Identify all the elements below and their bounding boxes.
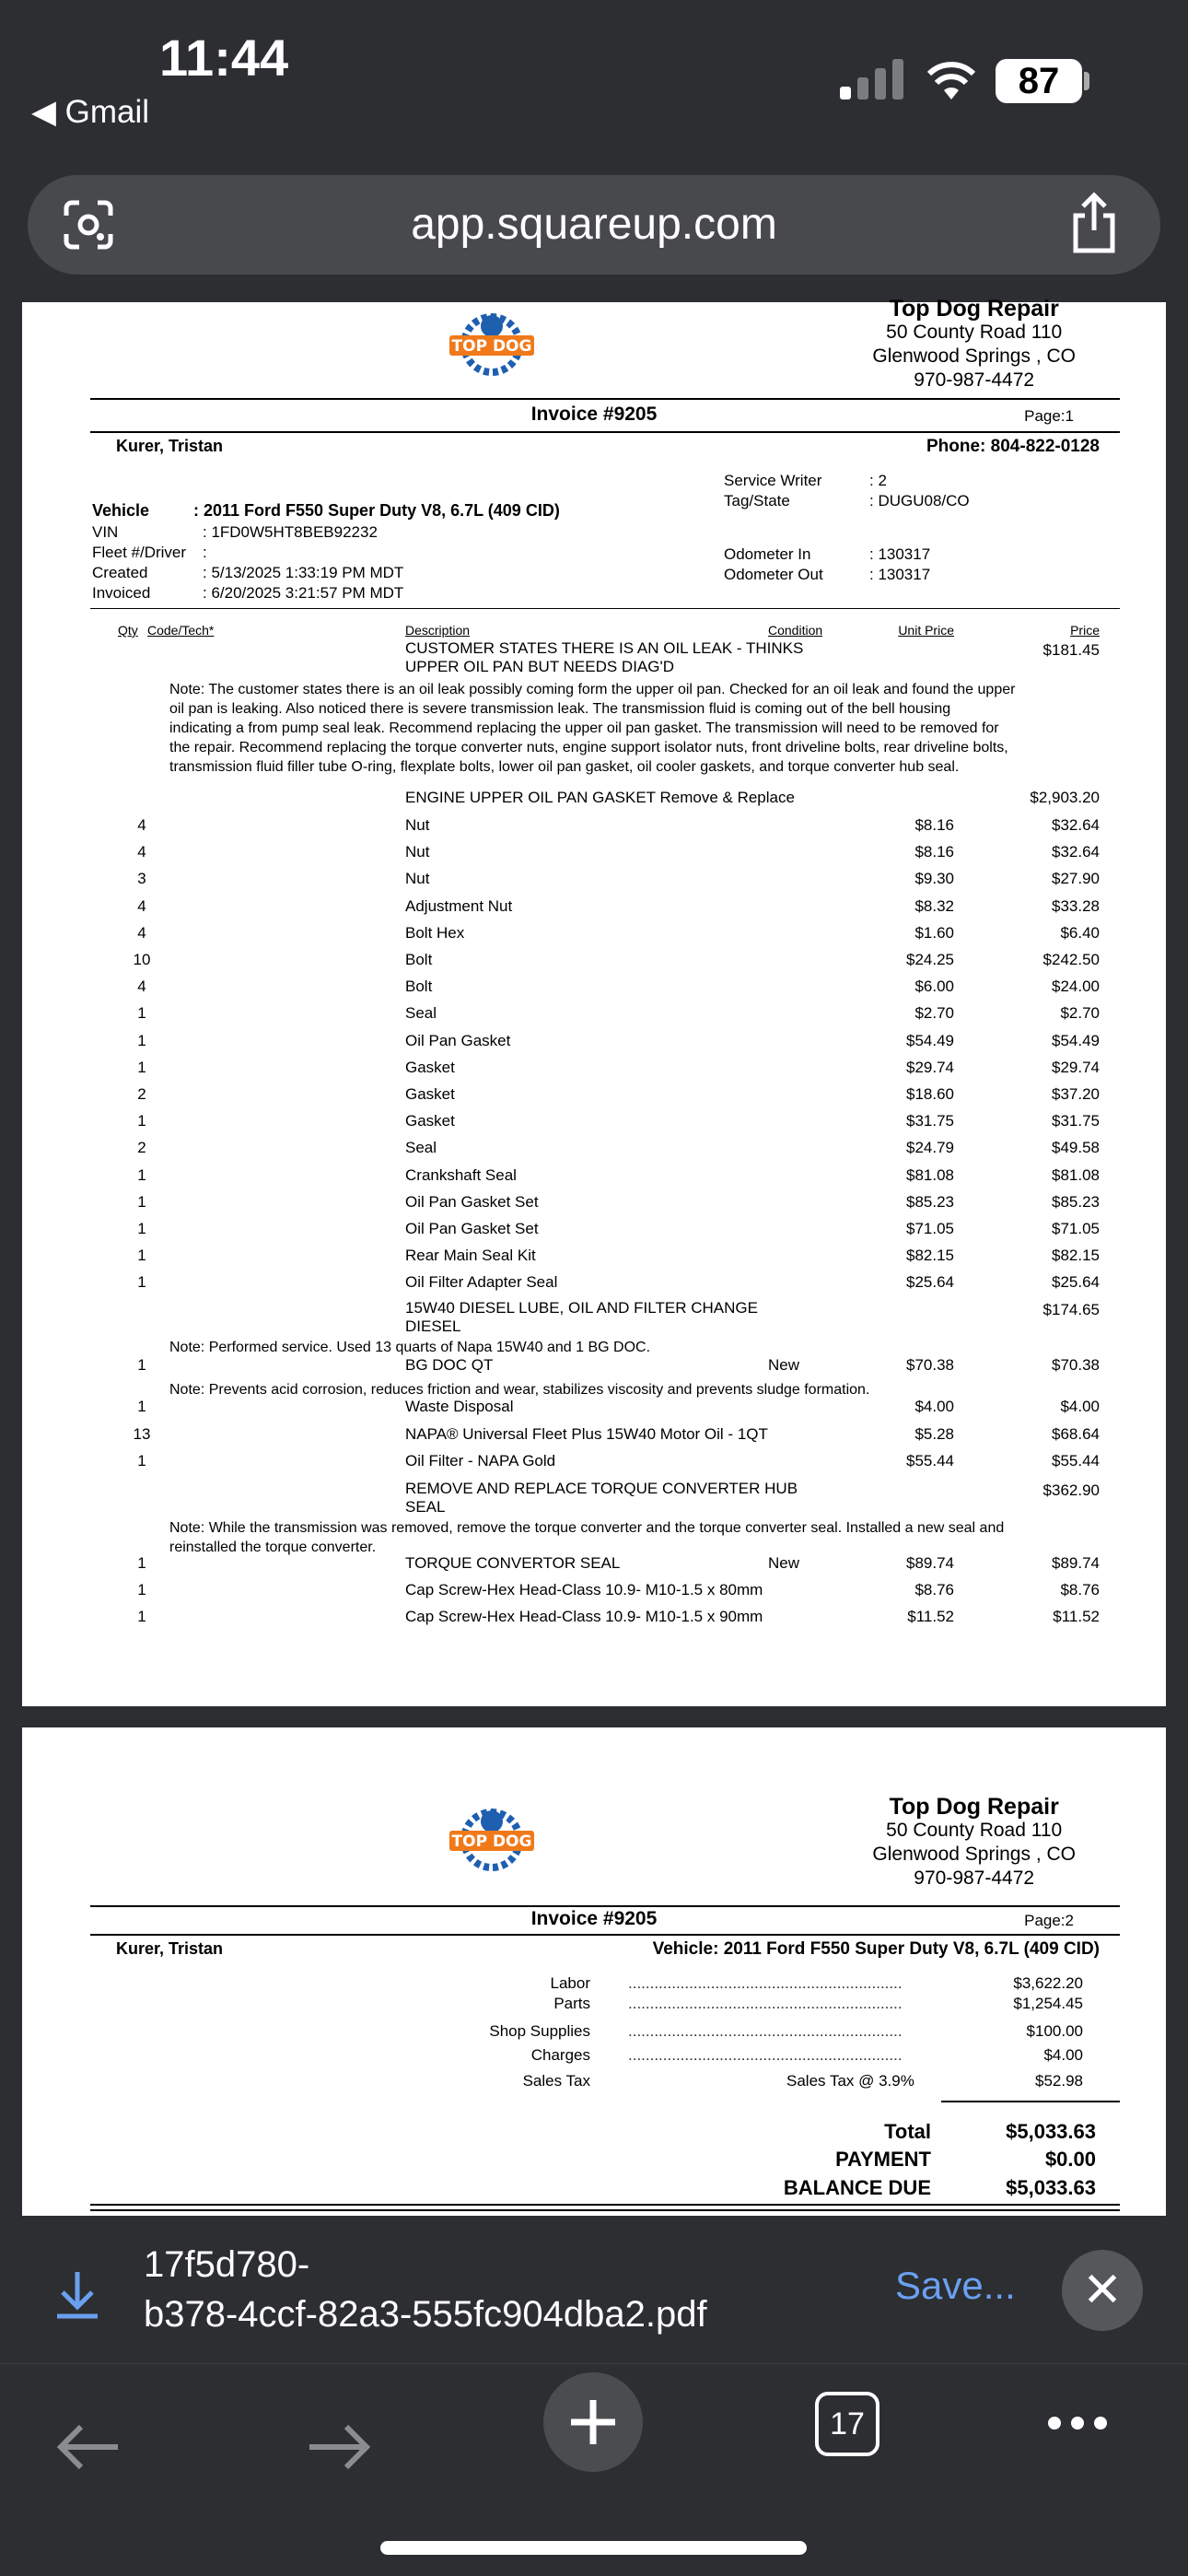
row-qty: 3: [137, 870, 146, 888]
row-price: $82.15: [1052, 1247, 1100, 1265]
row-description: Adjustment Nut: [405, 896, 513, 915]
company-name: Top Dog Repair: [889, 1794, 1059, 1820]
job-title: CUSTOMER STATES THERE IS AN OIL LEAK - THINKS: [405, 639, 804, 657]
row-unit-price: $89.74: [906, 1554, 954, 1572]
parts-total: $1,254.45: [1013, 1995, 1083, 2012]
header-price: Price: [1070, 623, 1100, 638]
row-description: Crankshaft Seal: [405, 1165, 517, 1184]
back-arrow-icon[interactable]: [53, 2419, 123, 2475]
divider: [90, 2204, 1120, 2206]
vehicle-label: Vehicle: [92, 501, 150, 520]
table-row: [22, 1059, 1166, 1085]
table-row: [22, 1581, 1166, 1608]
customer-name: Kurer, Tristan: [116, 1939, 224, 1958]
row-unit-price: $8.16: [914, 816, 954, 834]
row-unit-price: $5.28: [914, 1424, 954, 1443]
labor-total: $3,622.20: [1013, 1974, 1083, 1992]
table-row: [22, 1452, 1166, 1479]
invoiced-value: : 6/20/2025 3:21:57 PM MDT: [203, 584, 404, 602]
table-row: [22, 1193, 1166, 1220]
table-row: [22, 897, 1166, 924]
header-qty: Qty: [118, 623, 138, 638]
row-qty: 1: [137, 1004, 146, 1023]
created-label: Created: [92, 564, 148, 581]
row-description: Bolt: [405, 951, 433, 968]
row-description: Oil Pan Gasket: [405, 1031, 511, 1049]
vin-label: VIN: [92, 523, 119, 541]
divider: [90, 608, 1120, 609]
row-price: $8.76: [1060, 1581, 1100, 1598]
row-qty: 1: [137, 1554, 146, 1572]
home-indicator: [380, 2541, 807, 2555]
table-row: [22, 1139, 1166, 1165]
row-qty: 4: [137, 843, 146, 861]
row-unit-price: $81.08: [906, 1165, 954, 1184]
row-unit-price: $18.60: [906, 1085, 954, 1103]
page-number: Page:2: [1024, 1912, 1074, 1929]
payment-label: PAYMENT: [835, 2148, 931, 2171]
status-time: 11:44: [159, 29, 289, 87]
sales-tax-rate: Sales Tax @ 3.9%: [786, 2072, 914, 2090]
odometer-in-value: : 130317: [869, 545, 931, 563]
row-unit-price: $24.25: [906, 951, 954, 968]
customer-phone: Phone: 804-822-0128: [926, 437, 1100, 456]
cellular-signal-icon: [840, 59, 904, 100]
row-price: $25.64: [1052, 1273, 1100, 1292]
filename-line1: 17f5d780-: [144, 2244, 310, 2285]
company-address-line2: Glenwood Springs , CO: [872, 1844, 1076, 1865]
row-qty: 1: [137, 1165, 146, 1184]
table-row: [22, 1273, 1166, 1300]
customer-name: Kurer, Tristan: [116, 437, 224, 455]
row-unit-price: $82.15: [906, 1247, 954, 1265]
row-description: Cap Screw-Hex Head-Class 10.9- M10-1.5 x 90mm: [405, 1608, 763, 1625]
row-qty: 1: [137, 1273, 146, 1292]
table-row: [22, 1220, 1166, 1247]
job-price: $174.65: [1042, 1301, 1100, 1318]
row-price: $2.70: [1060, 1004, 1100, 1023]
new-tab-button[interactable]: [543, 2372, 643, 2472]
row-unit-price: $54.49: [906, 1031, 954, 1049]
divider: [90, 1905, 1120, 1907]
job-title-cont: UPPER OIL PAN BUT NEEDS DIAG'D: [405, 658, 674, 675]
sales-tax-total: $52.98: [1035, 2072, 1083, 2090]
table-row: [22, 1247, 1166, 1273]
row-description: Oil Pan Gasket Set: [405, 1192, 539, 1211]
row-qty: 1: [137, 1220, 146, 1237]
row-qty: 1: [137, 1031, 146, 1049]
row-unit-price: $8.32: [914, 896, 954, 915]
row-description: Nut: [405, 816, 430, 834]
dot-leader: ...............................................................: [628, 2022, 903, 2040]
divider: [90, 1934, 1120, 1936]
table-row: [22, 924, 1166, 951]
table-row: [22, 1398, 1166, 1424]
row-price: $29.74: [1052, 1058, 1100, 1076]
row-condition: New: [768, 1356, 800, 1374]
job-price: $362.90: [1042, 1481, 1100, 1499]
more-options-icon[interactable]: [1045, 2414, 1110, 2432]
odometer-out-value: : 130317: [869, 566, 931, 583]
job-title: REMOVE AND REPLACE TORQUE CONVERTER HUB: [405, 1480, 798, 1497]
header-code: Code/Tech*: [147, 623, 215, 638]
row-qty: 1: [137, 1247, 146, 1265]
row-price: $31.75: [1052, 1112, 1100, 1130]
divider: [90, 2209, 1120, 2211]
svg-text:TOP DOG: TOP DOG: [451, 337, 532, 356]
row-description: Nut: [405, 843, 430, 861]
row-unit-price: $2.70: [914, 1004, 954, 1023]
battery-tip: [1084, 72, 1089, 90]
balance-due-label: BALANCE DUE: [783, 2176, 931, 2199]
job-price: $181.45: [1042, 641, 1100, 659]
row-unit-price: $8.76: [914, 1581, 954, 1598]
row-price: $70.38: [1052, 1356, 1100, 1374]
row-description: Cap Screw-Hex Head-Class 10.9- M10-1.5 x 80mm: [405, 1581, 763, 1598]
service-writer-value: : 2: [869, 472, 887, 489]
row-qty: 1: [137, 1112, 146, 1130]
row-qty: 13: [133, 1424, 151, 1443]
row-condition: New: [768, 1554, 800, 1572]
tab-switcher-button[interactable]: 17: [815, 2392, 879, 2456]
vin-value: : 1FD0W5HT8BEB92232: [203, 523, 378, 541]
row-price: $49.58: [1052, 1139, 1100, 1157]
dot-leader: ...............................................................: [628, 1974, 903, 1992]
url-text: app.squareup.com: [411, 200, 777, 249]
row-price: $81.08: [1052, 1165, 1100, 1184]
parts-label: Parts: [553, 1995, 590, 2012]
table-row: [22, 843, 1166, 870]
row-qty: 1: [137, 1581, 146, 1598]
header-description: Description: [405, 623, 471, 638]
row-unit-price: $71.05: [906, 1220, 954, 1237]
tag-state-value: : DUGU08/CO: [869, 492, 970, 509]
balance-due-amount: $5,033.63: [1006, 2176, 1096, 2199]
row-qty: 1: [137, 1356, 146, 1374]
vehicle-summary: Vehicle: 2011 Ford F550 Super Duty V8, 6.7L (409 CID): [652, 1939, 1100, 1959]
download-icon: [52, 2266, 103, 2322]
table-row: [22, 1085, 1166, 1112]
row-price: $6.40: [1060, 923, 1100, 942]
row-description: Oil Filter Adapter Seal: [405, 1273, 558, 1292]
divider: [90, 398, 1120, 400]
row-description: Oil Filter - NAPA Gold: [405, 1452, 556, 1469]
row-qty: 1: [137, 1058, 146, 1076]
table-row: [22, 1425, 1166, 1452]
shop-supplies-label: Shop Supplies: [489, 2022, 590, 2040]
shop-supplies-total: $100.00: [1026, 2022, 1083, 2040]
row-description: Bolt Hex: [405, 923, 465, 942]
back-to-gmail-link[interactable]: ◀ Gmail: [31, 94, 150, 130]
row-qty: 4: [137, 816, 146, 834]
fleet-value: :: [203, 544, 207, 561]
table-row: [22, 1004, 1166, 1031]
row-description: NAPA® Universal Fleet Plus 15W40 Motor Oil - 1QT: [405, 1424, 768, 1443]
total-label: Total: [884, 2120, 931, 2143]
row-price: $242.50: [1042, 951, 1100, 968]
table-row: [22, 870, 1166, 896]
tag-state-label: Tag/State: [724, 492, 790, 509]
row-price: $37.20: [1052, 1085, 1100, 1103]
row-description: Seal: [405, 1004, 437, 1023]
labor-label: Labor: [550, 1974, 590, 1992]
odometer-out-label: Odometer Out: [724, 566, 823, 583]
charges-label: Charges: [530, 2046, 590, 2064]
total-divider: [941, 2101, 1120, 2102]
created-value: : 5/13/2025 1:33:19 PM MDT: [203, 564, 404, 581]
wifi-icon: [926, 57, 977, 100]
table-row: [22, 1356, 1166, 1383]
job-title: ENGINE UPPER OIL PAN GASKET Remove & Replace: [405, 789, 795, 806]
row-price: $54.49: [1052, 1031, 1100, 1049]
row-price: $71.05: [1052, 1220, 1100, 1237]
charges-total: $4.00: [1043, 2046, 1083, 2064]
download-bar: [0, 2216, 1188, 2363]
row-unit-price: $1.60: [914, 923, 954, 942]
row-qty: 1: [137, 1398, 146, 1415]
row-qty: 1: [137, 1192, 146, 1211]
row-unit-price: $25.64: [906, 1273, 954, 1292]
header-unit-price: Unit Price: [898, 623, 954, 638]
sales-tax-label: Sales Tax: [522, 2072, 590, 2090]
job-price: $2,903.20: [1030, 789, 1100, 806]
battery-indicator: 87: [996, 59, 1082, 103]
top-dog-logo: [446, 308, 538, 381]
row-unit-price: $4.00: [914, 1398, 954, 1415]
vehicle-value: : 2011 Ford F550 Super Duty V8, 6.7L (409 CID): [193, 501, 560, 520]
row-qty: 1: [137, 1452, 146, 1469]
job-note: Note: Performed service. Used 13 quarts of Napa 15W40 and 1 BG DOC.: [169, 1340, 651, 1355]
row-unit-price: $29.74: [906, 1058, 954, 1076]
row-price: $32.64: [1052, 816, 1100, 834]
job-note: Note: The customer states there is an oil leak possibly coming form the upper oil pan. Checked for an oil leak and found the upper oil pan is leaking. Also noticed there is severe transmission leak. The transmission fluid is coming out of the bell housing indicating a from pump seal leak. Recommend replacing the upper oil pan gasket. The transmission will need to be removed for the repair. Recommend replacing the torque converter nuts, engine support isolator nuts, front driveline bolts, rear driveline bolts, transmission fluid filler tube O-ring, flexplate bolts, lower oil pan gasket, oil cooler gaskets, and torque converter hub seal.: [169, 682, 1016, 775]
row-unit-price: $85.23: [906, 1192, 954, 1211]
row-description: Rear Main Seal Kit: [405, 1247, 536, 1265]
filename-line2: b378-4ccf-82a3-555fc904dba2.pdf: [144, 2294, 707, 2335]
address-bar[interactable]: [28, 175, 1160, 275]
header-condition: Condition: [768, 623, 823, 638]
plus-icon: [543, 2372, 643, 2472]
row-unit-price: $31.75: [906, 1112, 954, 1130]
invoiced-label: Invoiced: [92, 584, 151, 602]
row-description: Gasket: [405, 1112, 455, 1130]
company-info: [872, 1795, 1076, 1891]
row-price: $85.23: [1052, 1192, 1100, 1211]
close-download-button[interactable]: ✕: [1062, 2250, 1143, 2331]
table-row: [22, 978, 1166, 1004]
dot-leader: ...............................................................: [628, 2046, 903, 2064]
table-row: [22, 1112, 1166, 1139]
company-address-line1: 50 County Road 110: [886, 322, 1063, 343]
row-price: $24.00: [1052, 978, 1100, 996]
company-phone: 970-987-4472: [914, 1868, 1035, 1889]
row-qty: 2: [137, 1085, 146, 1103]
page-number: Page:1: [1024, 407, 1074, 425]
row-qty: 2: [137, 1139, 146, 1157]
row-price: $32.64: [1052, 843, 1100, 861]
payment-amount: $0.00: [1044, 2148, 1096, 2171]
row-unit-price: $8.16: [914, 843, 954, 861]
job-note: Note: While the transmission was removed, remove the torque converter and the torque converter seal. Installed a new seal and reinstalled the torque converter.: [169, 1520, 1005, 1555]
row-description: Waste Disposal: [405, 1398, 514, 1415]
job-title-cont: SEAL: [405, 1498, 446, 1516]
row-unit-price: $70.38: [906, 1356, 954, 1374]
table-row: [22, 1554, 1166, 1581]
company-phone: 970-987-4472: [914, 369, 1035, 391]
row-description: Gasket: [405, 1085, 455, 1103]
row-description: Oil Pan Gasket Set: [405, 1220, 539, 1237]
row-description: Bolt: [405, 978, 433, 996]
divider: [90, 431, 1120, 433]
pdf-page-2: [22, 1727, 1166, 2216]
invoice-title: Invoice #9205: [530, 404, 658, 425]
row-description: TORQUE CONVERTOR SEAL: [405, 1554, 621, 1572]
row-description: BG DOC QT: [405, 1356, 494, 1374]
row-qty: 4: [137, 978, 146, 996]
svg-text:TOP DOG: TOP DOG: [451, 1832, 532, 1851]
table-row: [22, 1166, 1166, 1193]
forward-arrow-icon[interactable]: [304, 2419, 374, 2475]
table-row: [22, 816, 1166, 843]
row-description: Nut: [405, 870, 430, 888]
company-info: [872, 297, 1076, 392]
row-unit-price: $6.00: [914, 978, 954, 996]
row-price: $11.52: [1053, 1608, 1100, 1625]
job-title-cont: DIESEL: [405, 1317, 461, 1335]
table-row: [22, 1032, 1166, 1059]
company-address-line2: Glenwood Springs , CO: [872, 345, 1076, 367]
row-qty: 1: [137, 1608, 146, 1625]
dot-leader: ...............................................................: [628, 1995, 903, 2012]
job-note: Note: Prevents acid corrosion, reduces friction and wear, stabilizes viscosity and prevents sludge formation.: [169, 1382, 870, 1398]
invoice-title: Invoice #9205: [530, 1908, 658, 1929]
row-qty: 4: [137, 896, 146, 915]
row-price: $4.00: [1060, 1398, 1100, 1415]
row-unit-price: $55.44: [906, 1452, 954, 1469]
odometer-in-label: Odometer In: [724, 545, 811, 563]
row-unit-price: $9.30: [914, 870, 954, 888]
table-row: [22, 951, 1166, 978]
row-price: $68.64: [1052, 1424, 1100, 1443]
row-description: Gasket: [405, 1058, 455, 1076]
grand-total: $5,033.63: [1006, 2120, 1096, 2143]
download-filename: [144, 2240, 788, 2339]
top-dog-logo: [446, 1803, 538, 1877]
row-unit-price: $24.79: [906, 1139, 954, 1157]
row-qty: 4: [137, 923, 146, 942]
table-row: [22, 1608, 1166, 1634]
row-price: $27.90: [1052, 870, 1100, 888]
row-price: $89.74: [1052, 1554, 1100, 1572]
share-icon[interactable]: [1068, 192, 1120, 254]
job-title: 15W40 DIESEL LUBE, OIL AND FILTER CHANGE: [405, 1299, 758, 1317]
service-writer-label: Service Writer: [724, 472, 822, 489]
row-qty: 10: [133, 951, 151, 968]
company-address-line1: 50 County Road 110: [886, 1820, 1063, 1841]
company-name: Top Dog Repair: [889, 296, 1059, 322]
row-description: Seal: [405, 1139, 437, 1157]
save-button[interactable]: Save...: [895, 2264, 1016, 2307]
row-price: $33.28: [1052, 896, 1100, 915]
fleet-label: Fleet #/Driver: [92, 544, 187, 561]
pdf-page-1: [22, 296, 1166, 1706]
row-price: $55.44: [1052, 1452, 1100, 1469]
row-unit-price: $11.52: [907, 1608, 954, 1625]
